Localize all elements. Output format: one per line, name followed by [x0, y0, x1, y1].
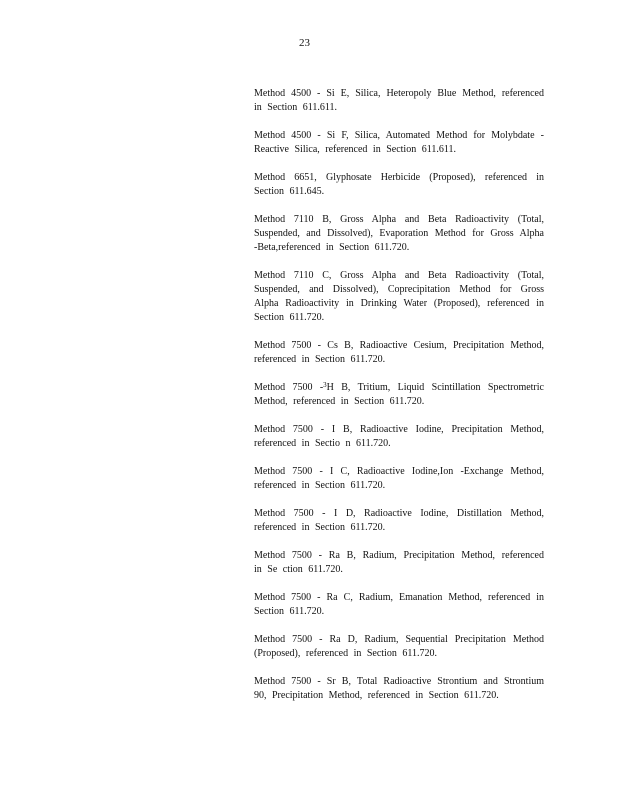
- entry-text-prefix: Method 7500 -: [254, 382, 324, 393]
- method-entry-7500-i-c: Method 7500 - I C, Radioactive Iodine,Ion -Exchange Method, referenced in Section 611.720.: [254, 466, 544, 491]
- method-entry-7500-ra-d: Method 7500 - Ra D, Radium, Sequential Precipitation Method (Proposed), referenced in Section 611.720.: [254, 634, 544, 659]
- entry-text-suffix: H B, Tritium, Liquid Scintillation Spectrometric Method, referenced in Section 611.720.: [254, 382, 544, 407]
- method-entry-7110-c: Method 7110 C, Gross Alpha and Beta Radioactivity (Total, Suspended, and Dissolved), Coprecipitation Method for Gross Alpha Radioactivity in Drinking Water (Proposed), referenced in Section 611.720.: [254, 270, 544, 323]
- method-entry-7500-i-d: Method 7500 - I D, Radioactive Iodine, Distillation Method, referenced in Section 611.720.: [254, 508, 544, 533]
- method-entry-4500-si-f: Method 4500 - Si F, Silica, Automated Method for Molybdate -Reactive Silica, referenced in Section 611.611.: [254, 130, 544, 155]
- method-entry-7500-i-b: Method 7500 - I B, Radioactive Iodine, Precipitation Method, referenced in Sectio n 611.720.: [254, 424, 544, 449]
- method-reference-list: [254, 87, 544, 717]
- method-entry-7500-sr-b: Method 7500 - Sr B, Total Radioactive Strontium and Strontium 90, Precipitation Method, referenced in Section 611.720.: [254, 676, 544, 701]
- method-entry-6651: Method 6651, Glyphosate Herbicide (Proposed), referenced in Section 611.645.: [254, 172, 544, 197]
- isotope-superscript: 3: [323, 381, 327, 389]
- method-entry-7500-ra-b: Method 7500 - Ra B, Radium, Precipitation Method, referenced in Se ction 611.720.: [254, 550, 544, 575]
- method-entry-4500-si-e: Method 4500 - Si E, Silica, Heteropoly Blue Method, referenced in Section 611.611.: [254, 88, 544, 113]
- method-entry-7500-3h-b: [254, 381, 544, 409]
- method-entry-7110-b: Method 7110 B, Gross Alpha and Beta Radioactivity (Total, Suspended, and Dissolved), Evaporation Method for Gross Alpha -Beta,referenced in Section 611.720.: [254, 214, 544, 253]
- method-entry-7500-cs-b: Method 7500 - Cs B, Radioactive Cesium, Precipitation Method, referenced in Section 611.720.: [254, 340, 544, 365]
- page-number: 23: [299, 37, 310, 49]
- method-entry-7500-ra-c: Method 7500 - Ra C, Radium, Emanation Method, referenced in Section 611.720.: [254, 592, 544, 617]
